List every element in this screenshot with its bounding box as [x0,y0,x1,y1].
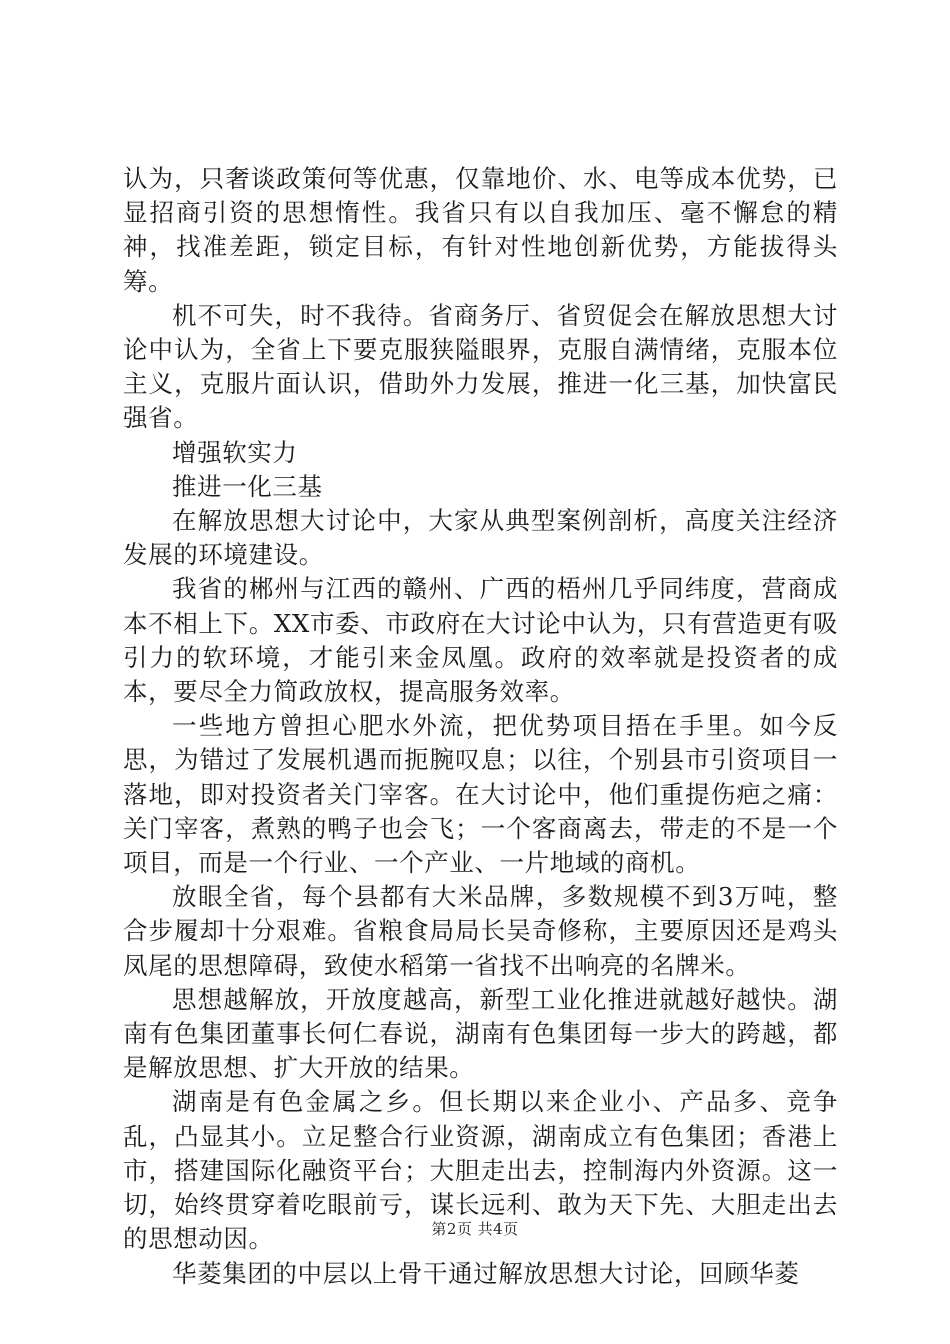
paragraph: 一些地方曾担心肥水外流，把优势项目捂在手里。如今反思，为错过了发展机遇而扼腕叹息；以往，个别县市引资项目一落地，即对投资者关门宰客。在大讨论中，他们重提伤疤之痛：关门宰客，煮熟的鸭子也会飞；一个客商离去，带走的不是一个项目，而是一个行业、一个产业、一片地域的商机。 [123,711,838,878]
section-heading: 增强软实力 [172,437,298,467]
paragraph: 放眼全省，每个县都有大米品牌，多数规模不到3万吨，整合步履却十分艰难。省粮食局局长吴奇修称，主要原因还是鸡头凤尾的思想障碍，致使水稻第一省找不出响亮的名牌米。 [123,882,838,980]
paragraph: 在解放思想大讨论中，大家从典型案例剖析，高度关注经济发展的环境建设。 [123,506,838,570]
paragraph: 我省的郴州与江西的赣州、广西的梧州几乎同纬度，营商成本不相上下。XX市委、市政府在大讨论中认为，只有营造更有吸引力的软环境，才能引来金凤凰。政府的效率就是投资者的成本，要尽全力简政放权，提高服务效率。 [123,574,838,707]
paragraph: 机不可失，时不我待。省商务厅、省贸促会在解放思想大讨论中认为，全省上下要克服狭隘眼界，克服自满情绪，克服本位主义，克服片面认识，借助外力发展，推进一化三基，加快富民强省。 [123,300,838,433]
paragraph: 认为，只奢谈政策何等优惠，仅靠地价、水、电等成本优势，已显招商引资的思想惰性。我省只有以自我加压、毫不懈怠的精神，找准差距，锁定目标，有针对性地创新优势，方能拔得头筹。 [123,164,838,296]
paragraph: 华菱集团的中层以上骨干通过解放思想大讨论，回顾华菱 [172,1258,800,1288]
section-heading: 推进一化三基 [172,471,323,501]
paragraph: 思想越解放，开放度越高，新型工业化推进就越好越快。湖南有色集团董事长何仁春说，湖南有色集团每一步大的跨越，都是解放思想、扩大开放的结果。 [123,984,838,1083]
paragraph: 湖南是有色金属之乡。但长期以来企业小、产品多、竞争乱，凸显其小。立足整合行业资源，湖南成立有色集团；香港上市，搭建国际化融资平台；大胆走出去，控制海内外资源。这一切，始终贯穿着吃眼前亏，谋长远利、敢为天下先、大胆走出去的思想动因。 [123,1087,838,1254]
document-body [123,162,838,1291]
page-number-footer: 第2页 共4页 [431,1220,519,1238]
